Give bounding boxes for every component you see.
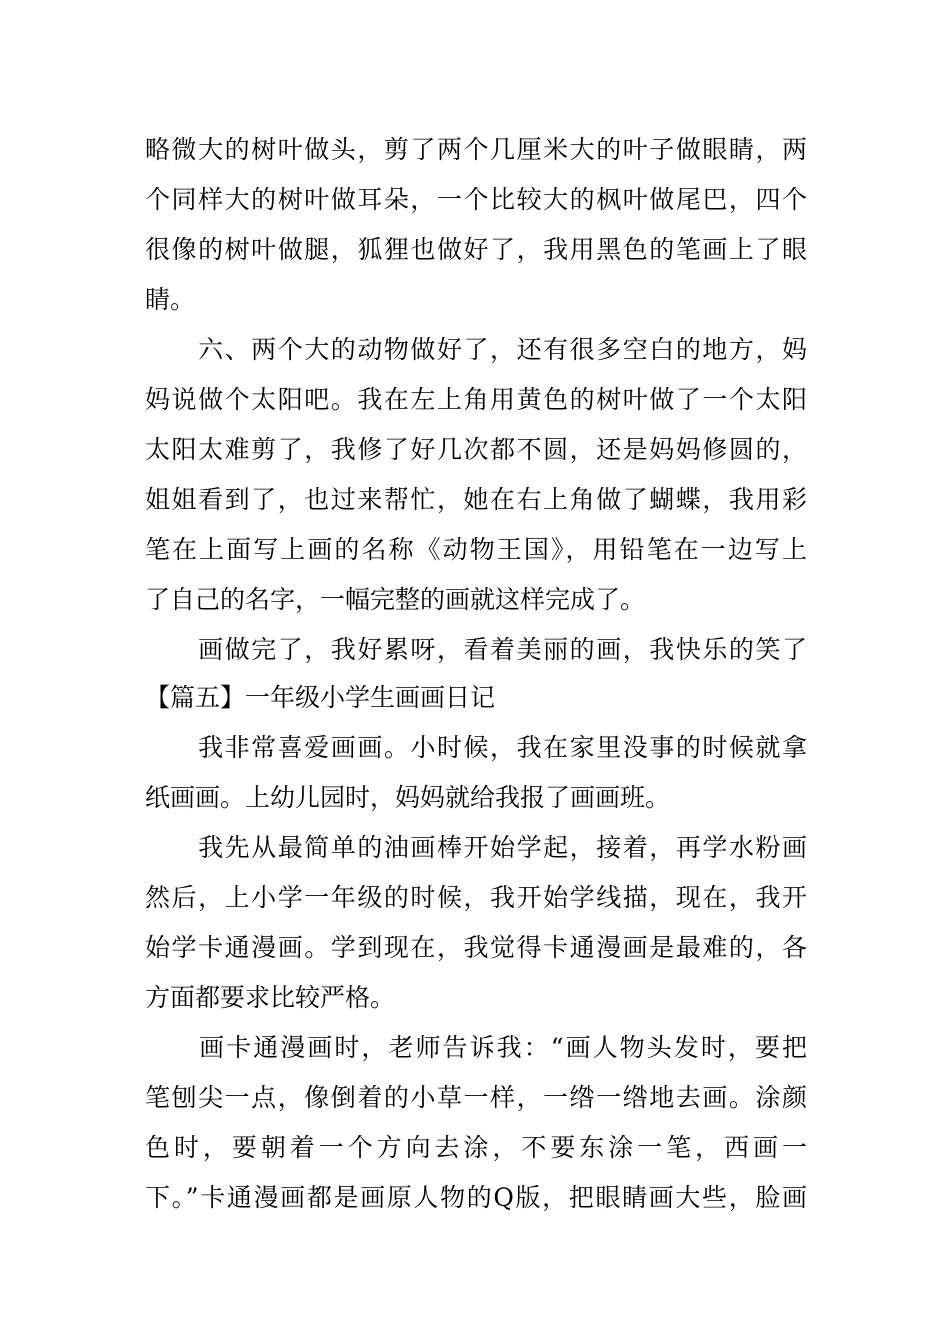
- text-line-8: 姐姐看到了，也过来帮忙，她在右上角做了蝴蝶，我用彩: [145, 485, 807, 514]
- text-line-1: 略微大的树叶做头，剪了两个几厘米大的叶子做眼睛，两: [145, 135, 807, 164]
- section-heading: 【篇五】一年级小学生画画日记: [145, 683, 496, 712]
- text-line-21: 色时，要朝着一个方向去涂，不要东涂一笔，西画一: [145, 1133, 807, 1162]
- text-line-7: 太阳太难剪了，我修了好几次都不圆，还是妈妈修圆的，: [145, 435, 807, 464]
- text-line-19: 画卡通漫画时，老师告诉我：“画人物头发时，要把: [145, 1033, 807, 1062]
- text-line-18: 方面都要求比较严格。: [145, 983, 396, 1012]
- text-line-9: 笔在上面写上画的名称《动物王国》，用铅笔在一边写上: [145, 535, 807, 564]
- text-line-2: 个同样大的树叶做耳朵，一个比较大的枫叶做尾巴，四个: [145, 185, 807, 214]
- text-line-11: 画做完了，我好累呀，看着美丽的画，我快乐的笑了: [145, 635, 807, 664]
- text-line-22: 下。”卡通漫画都是画原人物的Q版，把眼睛画大些，脸画: [145, 1183, 807, 1212]
- text-line-10: 了自己的名字，一幅完整的画就这样完成了。: [145, 585, 646, 614]
- text-line-5: 六、两个大的动物做好了，还有很多空白的地方，妈: [145, 335, 807, 364]
- text-line-13: 我非常喜爱画画。小时候，我在家里没事的时候就拿: [145, 733, 807, 762]
- text-line-3: 很像的树叶做腿，狐狸也做好了，我用黑色的笔画上了眼: [145, 235, 807, 264]
- text-line-14: 纸画画。上幼儿园时，妈妈就给我报了画画班。: [145, 783, 671, 812]
- text-line-15: 我先从最简单的油画棒开始学起，接着，再学水粉画: [145, 833, 807, 862]
- text-line-4: 睛。: [145, 285, 196, 314]
- text-line-20: 笔刨尖一点，像倒着的小草一样，一绺一绺地去画。涂颜: [145, 1083, 807, 1112]
- text-line-6: 妈说做个太阳吧。我在左上角用黄色的树叶做了一个太阳: [145, 385, 807, 414]
- text-line-17: 始学卡通漫画。学到现在，我觉得卡通漫画是最难的，各: [145, 933, 807, 962]
- text-line-16: 然后，上小学一年级的时候，我开始学线描，现在，我开: [145, 883, 807, 912]
